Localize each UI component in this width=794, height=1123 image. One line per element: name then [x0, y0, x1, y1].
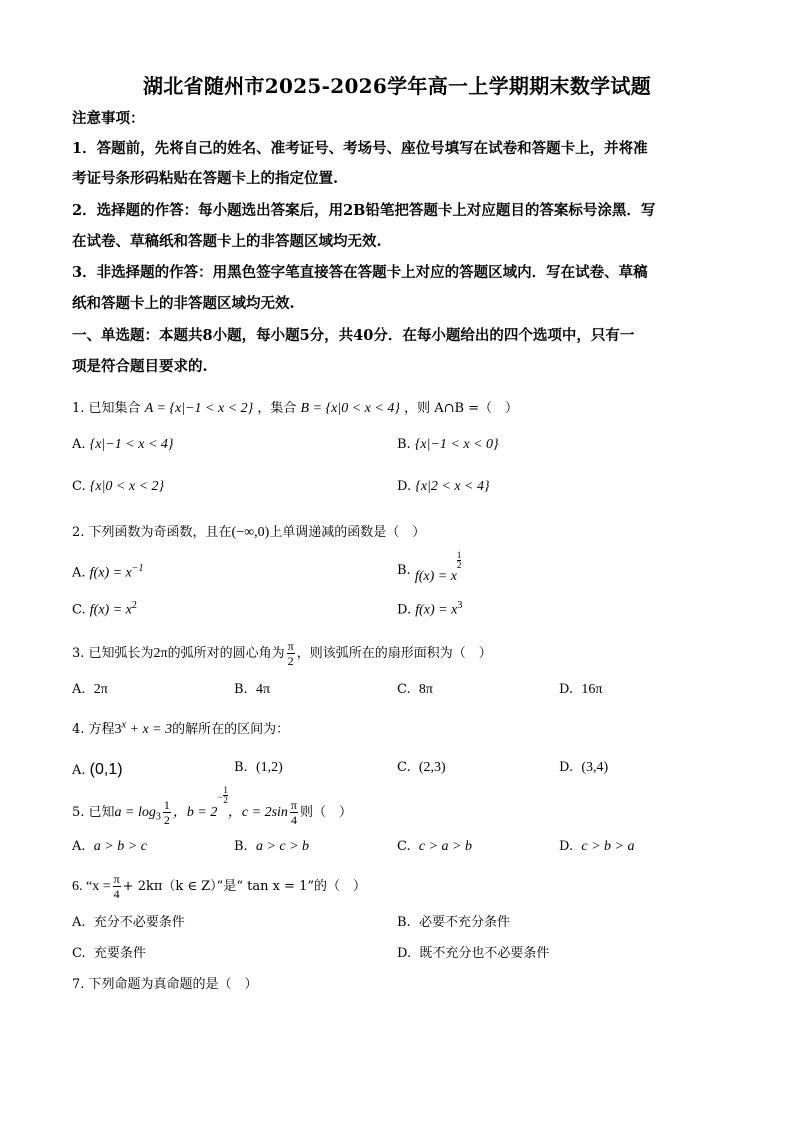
q5-b-exp-sign: −: [217, 792, 224, 802]
q1-option-c: [72, 479, 164, 495]
q5-a-fraction: [163, 798, 171, 827]
option-label: C.: [397, 682, 411, 697]
q2-stem-post: 上单调递减的函数是（ ）: [269, 525, 426, 540]
q2-option-c: [72, 600, 137, 618]
option-label: A.: [72, 915, 86, 930]
question-5-stem: [72, 785, 352, 827]
option-label: D.: [397, 946, 412, 961]
option-label: C.: [397, 839, 411, 854]
q2-option-b: [397, 550, 462, 584]
q2-option-a: [72, 563, 144, 581]
option-text: 充要条件: [93, 946, 146, 961]
option-label: D.: [397, 602, 412, 618]
option-label: B.: [234, 839, 248, 854]
fraction-numerator: π: [287, 639, 294, 653]
q3-stem-post: ，则该弧所在的扇形面积为（ ）: [296, 646, 492, 661]
notice-heading: 注意事项：: [72, 110, 145, 127]
q5-stem-pre: 5. 已知: [72, 805, 115, 820]
fraction-denominator: 2: [456, 560, 462, 570]
notice-item-1-cont: 考证号条形码粘贴在答题卡上的指定位置.: [72, 170, 339, 187]
option-label: D.: [397, 479, 412, 494]
option-expr: c > b > a: [581, 839, 635, 854]
option-label: A.: [72, 839, 86, 854]
option-expr: (1,2): [255, 760, 283, 775]
option-exponent-fraction: [457, 551, 462, 570]
page-title: 湖北省随州市2025-2026学年高一上学期期末数学试题: [142, 74, 652, 98]
fraction-denominator: 4: [113, 887, 120, 901]
q3-angle-fraction: [287, 639, 295, 668]
q1-option-b: [397, 437, 499, 453]
option-expr: (0,1): [89, 761, 123, 778]
option-label: B.: [397, 563, 411, 578]
q3-option-c: [397, 682, 433, 698]
option-label: B.: [397, 437, 411, 452]
option-exponent: 3: [457, 600, 463, 611]
notice-item-3-cont: 纸和答题卡上的非答题区域均无效.: [72, 295, 295, 312]
option-label: D.: [559, 760, 574, 775]
option-expr: f(x) = x: [414, 569, 457, 584]
q5-option-d: [559, 839, 634, 855]
option-expr: {x|0 < x < 2}: [89, 479, 165, 494]
option-expr: f(x) = x: [415, 602, 458, 618]
option-text: 充分不必要条件: [93, 915, 185, 930]
option-expr: a > c > b: [255, 839, 310, 854]
q5-c-fraction: [290, 798, 298, 827]
q5-option-b: [234, 839, 309, 855]
option-label: D.: [559, 839, 574, 854]
question-2-stem: [72, 521, 425, 541]
q1-set-b: B = {x|0 < x < 4}: [300, 401, 400, 416]
fraction-numerator: 1: [223, 785, 228, 795]
fraction-denominator: 4: [290, 813, 297, 827]
option-text: 必要不充分条件: [418, 915, 510, 930]
fraction-denominator: 2: [287, 654, 294, 668]
question-7-stem: 7. 下列命题为真命题的是（ ）: [72, 977, 258, 992]
option-expr: 8π: [418, 682, 433, 697]
q5-b-def: ，b = 2: [172, 805, 218, 820]
q5-option-c: [397, 839, 472, 855]
fraction-numerator: π: [290, 798, 297, 812]
question-3-stem: [72, 639, 492, 668]
option-label: A.: [72, 437, 86, 452]
option-label: A.: [72, 682, 86, 697]
option-label: D.: [559, 682, 574, 697]
q2-option-d: [397, 600, 462, 618]
q3-option-d: [559, 682, 602, 698]
notice-item-3: 3．非选择题的作答：用黑色签字笔直接答在答题卡上对应的答题区域内．写在试卷、草稿: [72, 264, 648, 281]
q4-eq-rest: + x = 3: [126, 722, 173, 737]
option-label: C.: [72, 479, 86, 494]
q4-eq-base: 3: [114, 722, 122, 737]
q5-log-base: 3: [155, 811, 161, 823]
question-6-stem: [72, 872, 366, 901]
q4-option-a: [72, 761, 123, 779]
question-4-stem: [72, 718, 289, 738]
q6-option-b: [397, 911, 510, 930]
q2-interval: (−∞,0): [231, 525, 270, 540]
q6-option-c: [72, 942, 146, 961]
section-heading-cont: 项是符合题目要求的.: [72, 358, 208, 375]
q3-stem-pre: 3. 已知弧长为: [72, 646, 154, 661]
q5-c-def: ，c = 2sin: [227, 805, 288, 820]
q1-option-a: [72, 437, 174, 453]
q1-set-a: A = {x|−1 < x < 2}: [144, 401, 254, 416]
fraction-numerator: 1: [456, 550, 462, 560]
option-expr: {x|2 < x < 4}: [415, 479, 490, 494]
option-label: A.: [72, 565, 86, 581]
q4-stem-post: 的解所在的区间为：: [172, 722, 290, 737]
option-expr: (2,3): [418, 760, 446, 775]
q5-stem-post: 则（ ）: [299, 805, 352, 820]
fraction-numerator: π: [113, 872, 120, 886]
q1-prefix: 1. 已知集合: [72, 401, 141, 416]
option-exponent: 2: [131, 600, 137, 611]
notice-item-1: 1．答题前，先将自己的姓名、准考证号、考场号、座位号填写在试卷和答题卡上，并将准: [72, 140, 648, 157]
option-label: B.: [234, 682, 248, 697]
q3-option-a: [72, 682, 108, 698]
option-label: C.: [72, 946, 86, 961]
option-label: C.: [72, 602, 86, 618]
question-1-stem: [72, 397, 518, 417]
q3-arc: 2π: [153, 646, 168, 661]
option-expr: f(x) = x: [89, 565, 132, 581]
q4-eq-exponent: x: [121, 719, 126, 731]
option-expr: f(x) = x: [89, 602, 132, 618]
q4-option-b: [234, 760, 283, 776]
q3-option-b: [234, 682, 270, 698]
q6-option-d: [397, 942, 549, 961]
q2-stem-pre: 2. 下列函数为奇函数，且在: [72, 525, 232, 540]
option-expr: (3,4): [581, 760, 609, 775]
q4-option-d: [559, 760, 608, 776]
q4-option-c: [397, 760, 446, 776]
section-heading: 一、单选题：本题共8小题，每小题5分，共40分．在每小题给出的四个选项中，只有一: [72, 327, 635, 344]
q5-a-def: a = log: [114, 805, 156, 820]
option-label: A.: [72, 763, 86, 778]
fraction-numerator: 1: [163, 798, 170, 812]
q6-stem-pre: 6. “x =: [72, 879, 111, 894]
option-expr: {x|−1 < x < 0}: [414, 437, 499, 452]
q6-fraction: [113, 872, 121, 901]
option-expr: 4π: [255, 682, 271, 697]
option-label: B.: [234, 760, 248, 775]
q5-b-exp-fraction: [223, 786, 228, 805]
q1-option-d: [397, 479, 490, 495]
q6-stem-mid: + 2kπ（k ∈ Z）”是“ tan x = 1”的（ ）: [122, 879, 366, 894]
fraction-denominator: 2: [223, 795, 228, 805]
option-exponent: −1: [131, 563, 144, 574]
option-label: C.: [397, 760, 411, 775]
notice-item-2-cont: 在试卷、草稿纸和答题卡上的非答题区域均无效.: [72, 233, 382, 250]
notice-item-2: 2．选择题的作答：每小题选出答案后，用2B铅笔把答题卡上对应题目的答案标号涂黑．写: [72, 202, 656, 219]
option-expr: c > a > b: [418, 839, 472, 854]
option-expr: a > b > c: [93, 839, 147, 854]
q6-option-a: [72, 911, 185, 930]
q1-tail: ，则 A∩B =（ ）: [404, 401, 519, 416]
fraction-denominator: 2: [163, 813, 170, 827]
q5-option-a: [72, 839, 147, 855]
q1-mid: ，集合: [257, 401, 297, 416]
option-text: 既不充分也不必要条件: [419, 946, 550, 961]
option-expr: {x|−1 < x < 4}: [89, 437, 174, 452]
option-label: B.: [397, 915, 411, 930]
q3-stem-mid: 的弧所对的圆心角为: [167, 646, 285, 661]
q4-stem-pre: 4. 方程: [72, 722, 115, 737]
option-expr: 2π: [93, 682, 108, 697]
option-expr: 16π: [581, 682, 603, 697]
